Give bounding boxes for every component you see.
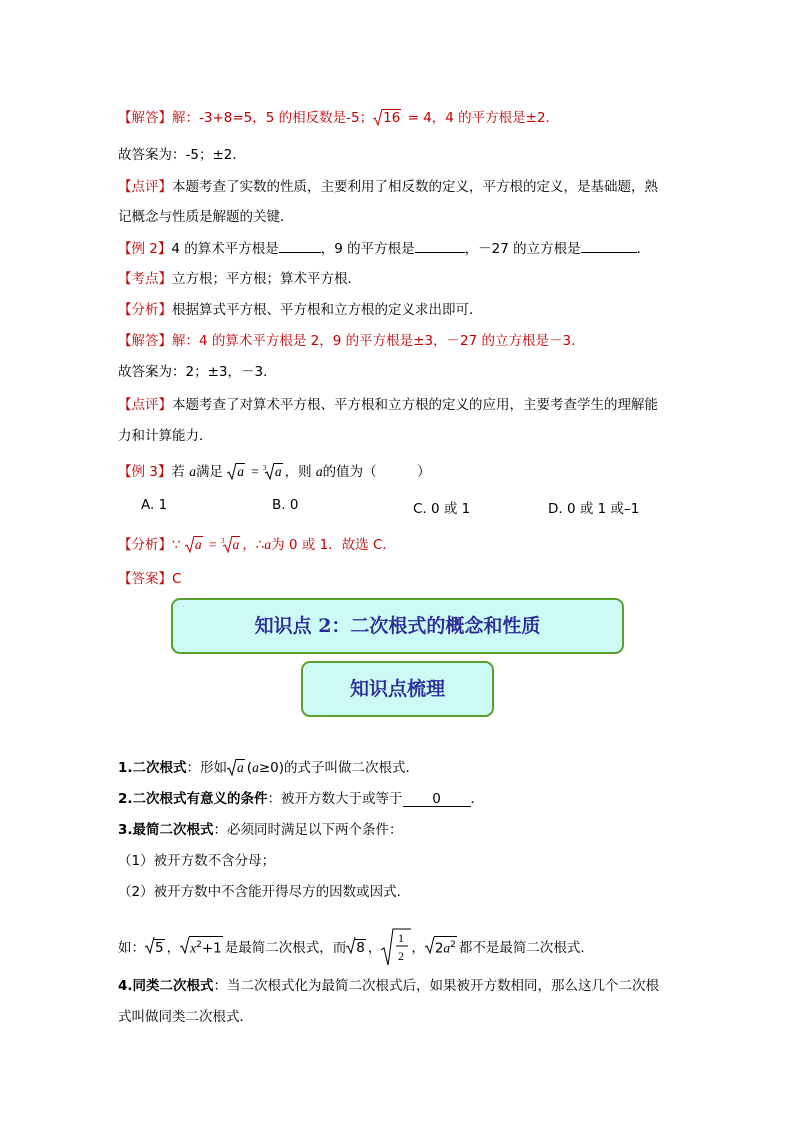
equals-sign: = (246, 464, 263, 479)
keypoint-text: 立方根；平方根；算术平方根． (172, 271, 361, 287)
sqrt-8-radicand: 8 (356, 940, 365, 956)
analysis-text: 根据算式平方根、平方根和立方根的定义求出即可． (172, 302, 483, 318)
item-1-text-b: ( (246, 760, 253, 776)
item-2-text-a: ：被开方数大于或等于 (267, 791, 403, 807)
item-4-text: ：当二次根式化为最简二次根式后，如果被开方数相同，那么这几个二次根 (213, 978, 660, 994)
item-1 (118, 758, 419, 778)
blank-zero: 0 (403, 792, 471, 807)
answer-2-text: 解：4 的算术平方根是 2，9 的平方根是±3，－27 的立方根是－3． (172, 333, 585, 349)
item-3 (118, 820, 403, 840)
sqrt-2a2 (425, 936, 457, 961)
tag-analysis-2: 【分析】 (118, 537, 172, 553)
svg-text:3: 3 (262, 464, 267, 472)
blank-1 (279, 238, 321, 253)
sqrt-a-def (227, 758, 245, 778)
sqrt-16: 16 (373, 108, 401, 128)
sqrt-5 (145, 936, 165, 960)
answer-line-3 (118, 569, 181, 589)
example-2 (118, 238, 650, 259)
tag-answer-2: 【解答】 (118, 333, 172, 349)
option-c: C. 0 或 1 (413, 501, 471, 517)
sqrt-half (381, 930, 411, 966)
blank-3 (581, 238, 637, 253)
tag-example-3: 【例 3】 (118, 464, 172, 480)
example-2-text-a: 4 的算术平方根是 (171, 241, 279, 257)
sqrt-8 (346, 936, 366, 960)
cbrt-a (263, 462, 283, 482)
analysis-line-1 (118, 300, 483, 320)
tag-example-2: 【例 2】 (118, 241, 172, 257)
analysis-2-text-a: ∵ (172, 537, 185, 553)
item-1-text-c: ≥0)的式子叫做二次根式． (258, 760, 419, 776)
item-1-head: 1.二次根式 (118, 760, 187, 776)
answer-text-2: = 4，4 的平方根是±2． (403, 110, 560, 126)
item-2 (118, 789, 484, 809)
sqrt-a (227, 462, 245, 482)
subsection-title-box: 知识点梳理 (301, 661, 494, 717)
item-4b: 式叫做同类二次根式． (118, 1009, 253, 1025)
comment-line-2b: 力和计算能力． (118, 428, 213, 444)
sqrt-a-red-radicand: a (194, 537, 202, 552)
sqrt-a-def-radicand: a (237, 760, 244, 775)
svg-text:3: 3 (220, 537, 225, 545)
example-2-text-b: ，9 的平方根是 (320, 241, 415, 257)
option-b: B. 0 (272, 497, 299, 513)
option-d: D. 0 或 1 或–1 (548, 501, 640, 517)
comment-line-1b: 记概念与性质是解题的关键． (118, 209, 294, 225)
example-2-text-c: ，－27 的立方根是 (464, 241, 581, 257)
sqrt-a-radicand: a (237, 464, 244, 479)
sqrt-5-radicand: 5 (155, 940, 164, 956)
example-2-text-d: ． (636, 241, 651, 257)
tag-comment-2: 【点评】 (118, 397, 172, 413)
answer-summary-2: 故答案为：2；±3，－3． (118, 364, 277, 380)
example-3-text-d: 的值为（ ） (322, 464, 431, 480)
tag-answer-3: 【答案】 (118, 571, 172, 587)
item-3-head: 3.最简二次根式 (118, 822, 214, 838)
examples-sep-4: ， (411, 940, 425, 956)
var-a-red: a (264, 537, 272, 552)
examples-prefix: 如： (118, 940, 145, 956)
analysis-2-text-b: ，∴ (242, 537, 265, 553)
answer-line-2 (118, 331, 585, 351)
item-4-head: 4.同类二次根式 (118, 978, 214, 994)
cbrt-a-radicand: a (274, 464, 282, 479)
analysis-line-2 (118, 535, 396, 555)
tag-keypoint: 【考点】 (118, 271, 172, 287)
comment-2-text: 本题考查了对算术平方根、平方根和立方根的定义的应用，主要考查学生的理解能 (172, 397, 658, 413)
item-1-text-a: ：形如 (186, 760, 228, 776)
var-a: a (189, 464, 196, 479)
answer-3-text: C (172, 571, 182, 587)
svg-text:2: 2 (398, 949, 405, 963)
sqrt-a-red (185, 535, 203, 555)
item-3-text: ：必须同时满足以下两个条件： (213, 822, 403, 838)
item-3-cond-1: （1）被开方数不含分母； (118, 853, 276, 869)
answer-line-1 (118, 108, 559, 128)
svg-text:1: 1 (398, 931, 405, 945)
analysis-2-text-c: 为 0 或 1．故选 C． (271, 537, 396, 553)
var-a-2: a (315, 464, 323, 479)
example-3-text-a: 若 (171, 464, 190, 480)
comment-line-2 (118, 395, 658, 415)
examples-suffix: 都不是最简二次根式． (458, 940, 594, 956)
item-3-cond-2: （2）被开方数中不含能开得尽方的因数或因式． (118, 884, 411, 900)
item-1-var: a (252, 760, 259, 775)
tag-comment: 【点评】 (118, 179, 172, 195)
option-a: A. 1 (141, 497, 168, 513)
sqrt-x2-plus-1-radicand: $x^2+1$ (189, 936, 223, 957)
example-3-text-c: ，则 (284, 464, 316, 480)
sqrt-x2-plus-1 (180, 936, 223, 961)
cbrt-a-red-radicand: a (232, 537, 240, 552)
keypoint-line (118, 269, 361, 289)
example-3-text-b: 满足 (195, 464, 228, 480)
answer-summary-1: 故答案为：-5；±2． (118, 147, 246, 163)
tag-answer: 【解答】 (118, 110, 172, 126)
equals-red: = (204, 537, 221, 552)
example-3 (118, 462, 431, 482)
section-title-box: 知识点 2：二次根式的概念和性质 (171, 598, 624, 654)
examples-sep-1: ， (166, 940, 181, 956)
answer-text: 解：-3+8=5，5 的相反数是-5； (172, 110, 374, 126)
cbrt-a-red (221, 535, 241, 555)
blank-2 (415, 238, 465, 253)
item-3-examples (118, 930, 594, 966)
examples-sep-2: 是最简二次根式，而 (224, 940, 347, 956)
sqrt-2a2-radicand: $2a^2$ (434, 936, 457, 957)
tag-analysis: 【分析】 (118, 302, 172, 318)
item-4 (118, 976, 659, 996)
examples-sep-3: ， (367, 940, 382, 956)
comment-text: 本题考查了实数的性质，主要利用了相反数的定义，平方根的定义，是基础题，熟 (172, 179, 658, 195)
comment-line-1 (118, 177, 658, 197)
item-2-head: 2.二次根式有意义的条件 (118, 791, 268, 807)
item-2-text-b: ． (470, 791, 485, 807)
